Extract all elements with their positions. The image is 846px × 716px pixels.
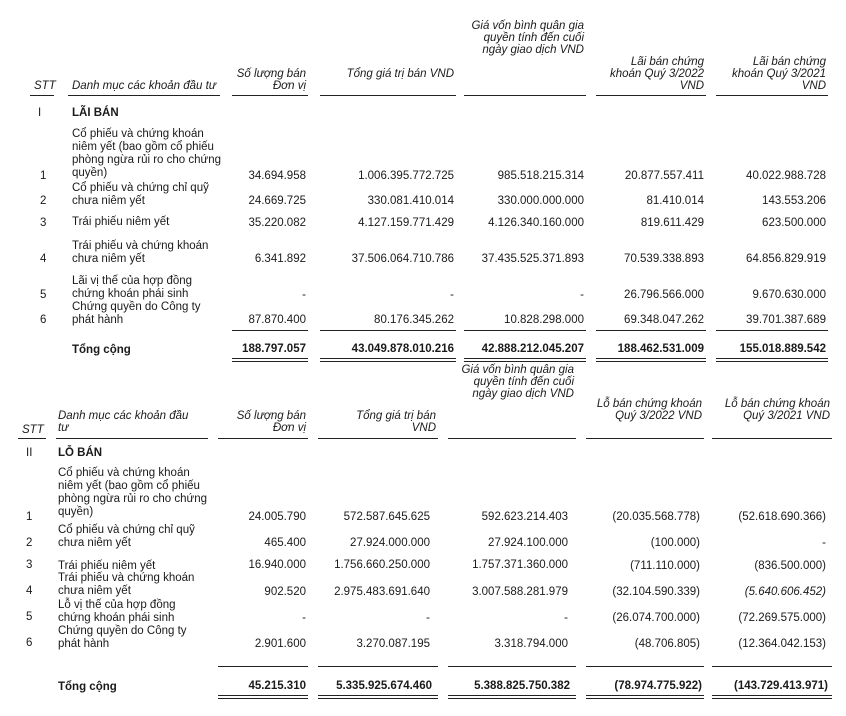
row-q2021: 39.701.387.689 [746,314,826,326]
total-qty: 188.797.057 [242,343,306,355]
header-underline [318,438,438,439]
row-total: 4.127.159.771.429 [358,217,454,229]
row-name: Trái phiếu và chứng khoán chưa niêm yết [72,240,209,265]
row-qty: 6.341.892 [254,253,306,265]
total-double-line [232,358,308,362]
row-q2022: 819.611.429 [640,217,704,229]
row-q2021: 40.022.988.728 [746,170,826,182]
row-cost: 592.623.214.403 [481,511,568,523]
header-underline [712,438,832,439]
total-q2021: (143.729.413.971) [734,680,828,692]
row-cost: 1.757.371.360.000 [472,559,568,571]
row-q2022: 70.539.338.893 [624,253,704,265]
row-q2022: 81.410.014 [646,195,704,207]
row-total: 2.975.483.691.640 [334,586,430,598]
total-qty: 45.215.310 [248,680,306,692]
row-stt: 6 [40,314,47,326]
row-total: 80.176.345.262 [374,314,454,326]
subtotal-line [596,330,706,331]
total-label: Tổng cộng [72,344,131,356]
row-cost: - [564,612,568,624]
row-name: Cổ phiếu và chứng khoán niêm yết (bao gồm cổ phiếu phòng ngừa rủi ro cho chứng quyền) [72,128,222,179]
row-q2022: (32.104.590.339) [612,586,700,598]
row-stt: 3 [40,217,47,229]
header-underline [596,95,706,96]
total-q2022: (78.974.775.922) [614,680,702,692]
row-qty: 87.870.400 [248,314,306,326]
row-q2021: (836.500.000) [754,560,826,572]
header-q2021: Lỗ bán chứng khoán Quý 3/2021 VND [724,398,830,422]
header-underline [30,95,54,96]
total-double-line [318,695,438,699]
subtotal-line [586,666,704,667]
row-stt: 5 [40,289,47,301]
row-stt: 6 [26,637,33,649]
header-stt: STT [34,80,56,92]
total-double-line [464,358,586,362]
row-name: Trái phiếu niêm yết [72,216,170,228]
total-total: 5.335.925.674.460 [336,680,432,692]
header-q2022: Lỗ bán chứng khoán Quý 3/2022 VND [596,398,702,422]
row-total: - [426,612,430,624]
row-stt: 4 [40,253,47,265]
total-label: Tổng cộng [58,681,117,693]
subtotal-line [320,330,456,331]
row-cost: 37.435.525.371.893 [481,253,584,265]
row-q2021: (5.640.606.452) [744,586,826,598]
header-category: Danh mục các khoản đầu tư [58,410,189,434]
row-cost: 3.007.588.281.979 [472,586,568,598]
header-stt: STT [22,424,44,436]
total-double-line [586,695,704,699]
header-underline [68,95,220,96]
total-q2021: 155.018.889.542 [739,343,826,355]
row-qty: - [302,289,306,301]
row-stt: 5 [26,611,33,623]
row-stt: 1 [26,511,33,523]
row-q2021: 9.670.630.000 [752,289,826,301]
row-total: 1.006.395.772.725 [358,170,454,182]
row-stt: 2 [26,537,33,549]
row-q2022: 26.796.566.000 [624,289,704,301]
header-q2022: Lãi bán chứng khoán Quý 3/2022 VND [610,56,704,92]
total-cost: 5.388.825.750.382 [474,680,570,692]
header-qty: Số lượng bán Đơn vị [236,410,306,434]
row-qty: 24.005.790 [248,511,306,523]
row-q2022: (20.035.568.778) [612,511,700,523]
row-total: 330.081.410.014 [367,195,454,207]
total-double-line [320,358,456,362]
subtotal-line [712,666,832,667]
row-q2022: (100.000) [650,537,700,549]
header-underline [18,438,46,439]
section-number: II [26,447,33,459]
row-qty: 16.940.000 [248,559,306,571]
row-cost: 985.518.215.314 [497,170,584,182]
row-stt: 3 [26,559,33,571]
header-underline [586,438,704,439]
row-qty: - [302,612,306,624]
row-name: Cổ phiếu và chứng khoán niêm yết (bao gồm cổ phiếu phòng ngừa rủi ro cho chứng quyền) [58,467,208,518]
total-double-line [448,695,576,699]
header-underline [716,95,828,96]
header-cost: Giá vốn bình quân gia quyền tính đến cuối ngày giao dịch VND [471,20,584,56]
row-cost: 27.924.100.000 [488,537,568,549]
row-name: Chứng quyền do Công ty phát hành [72,301,201,326]
subtotal-line [716,330,828,331]
row-q2022: 20.877.557.411 [624,170,704,182]
row-cost: 10.828.298.000 [504,314,584,326]
row-q2022: (711.110.000) [630,560,700,572]
header-underline [464,95,586,96]
header-q2021: Lãi bán chứng khoán Quý 3/2021 VND [732,56,826,92]
row-stt: 1 [40,170,47,182]
row-total: 3.270.087.195 [356,638,430,650]
subtotal-line [448,666,576,667]
row-name: Chứng quyền do Công ty phát hành [58,625,187,650]
subtotal-line [218,666,308,667]
section-title: LÃI BÁN [72,107,119,119]
row-name: Lãi vị thế của hợp đồng chứng khoán phái sinh [72,275,193,300]
row-stt: 4 [26,585,33,597]
row-q2021: - [822,537,826,549]
subtotal-line [232,330,308,331]
header-underline [56,438,208,439]
row-q2021: 64.856.829.919 [746,253,826,265]
row-q2022: 69.348.047.262 [624,314,704,326]
row-q2022: (48.706.805) [634,638,700,650]
row-stt: 2 [40,195,47,207]
header-qty: Số lượng bán Đơn vị [236,68,306,92]
total-cost: 42.888.212.045.207 [481,343,584,355]
header-cost: Giá vốn bình quân gia quyền tính đến cuối ngày giao dịch VND [461,364,574,400]
total-q2022: 188.462.531.009 [617,343,704,355]
row-total: - [450,289,454,301]
section-title: LỖ BÁN [58,447,103,459]
subtotal-line [318,666,438,667]
total-total: 43.049.878.010.216 [351,343,454,355]
row-q2021: (12.364.042.153) [738,638,826,650]
row-q2021: 623.500.000 [762,217,826,229]
row-total: 1.756.660.250.000 [334,559,430,571]
row-total: 572.587.645.625 [343,511,430,523]
header-total: Tổng giá trị bán VND [346,68,454,80]
row-name: Trái phiếu niêm yết [58,560,156,572]
row-qty: 465.400 [264,537,306,549]
subtotal-line [464,330,586,331]
header-underline [218,438,308,439]
row-q2021: 143.553.206 [762,195,826,207]
total-double-line [716,358,828,362]
header-total: Tổng giá trị bán VND [356,410,436,434]
row-name: Cổ phiếu và chứng chỉ quỹ chưa niêm yết [72,182,209,207]
row-qty: 34.694.958 [248,170,306,182]
row-cost: 3.318.794.000 [494,638,568,650]
header-underline [448,438,576,439]
row-cost: - [580,289,584,301]
row-q2021: (72.269.575.000) [738,612,826,624]
row-qty: 35.220.082 [248,217,306,229]
row-q2021: (52.618.690.366) [738,511,826,523]
row-cost: 330.000.000.000 [497,195,584,207]
row-q2022: (26.074.700.000) [612,612,700,624]
row-total: 27.924.000.000 [350,537,430,549]
header-underline [232,95,308,96]
row-qty: 2.901.600 [254,638,306,650]
row-name: Lỗ vị thế của hợp đồng chứng khoán phái sinh [58,599,176,624]
total-double-line [596,358,706,362]
row-qty: 24.669.725 [248,195,306,207]
row-qty: 902.520 [264,586,306,598]
total-double-line [712,695,832,699]
row-cost: 4.126.340.160.000 [488,217,584,229]
row-total: 37.506.064.710.786 [351,253,454,265]
row-name: Trái phiếu và chứng khoán chưa niêm yết [58,572,195,597]
section-number: I [38,107,42,119]
total-double-line [218,695,308,699]
row-name: Cổ phiếu và chứng chỉ quỹ chưa niêm yết [58,524,195,549]
header-category: Danh mục các khoản đầu tư [72,80,217,92]
header-underline [320,95,456,96]
